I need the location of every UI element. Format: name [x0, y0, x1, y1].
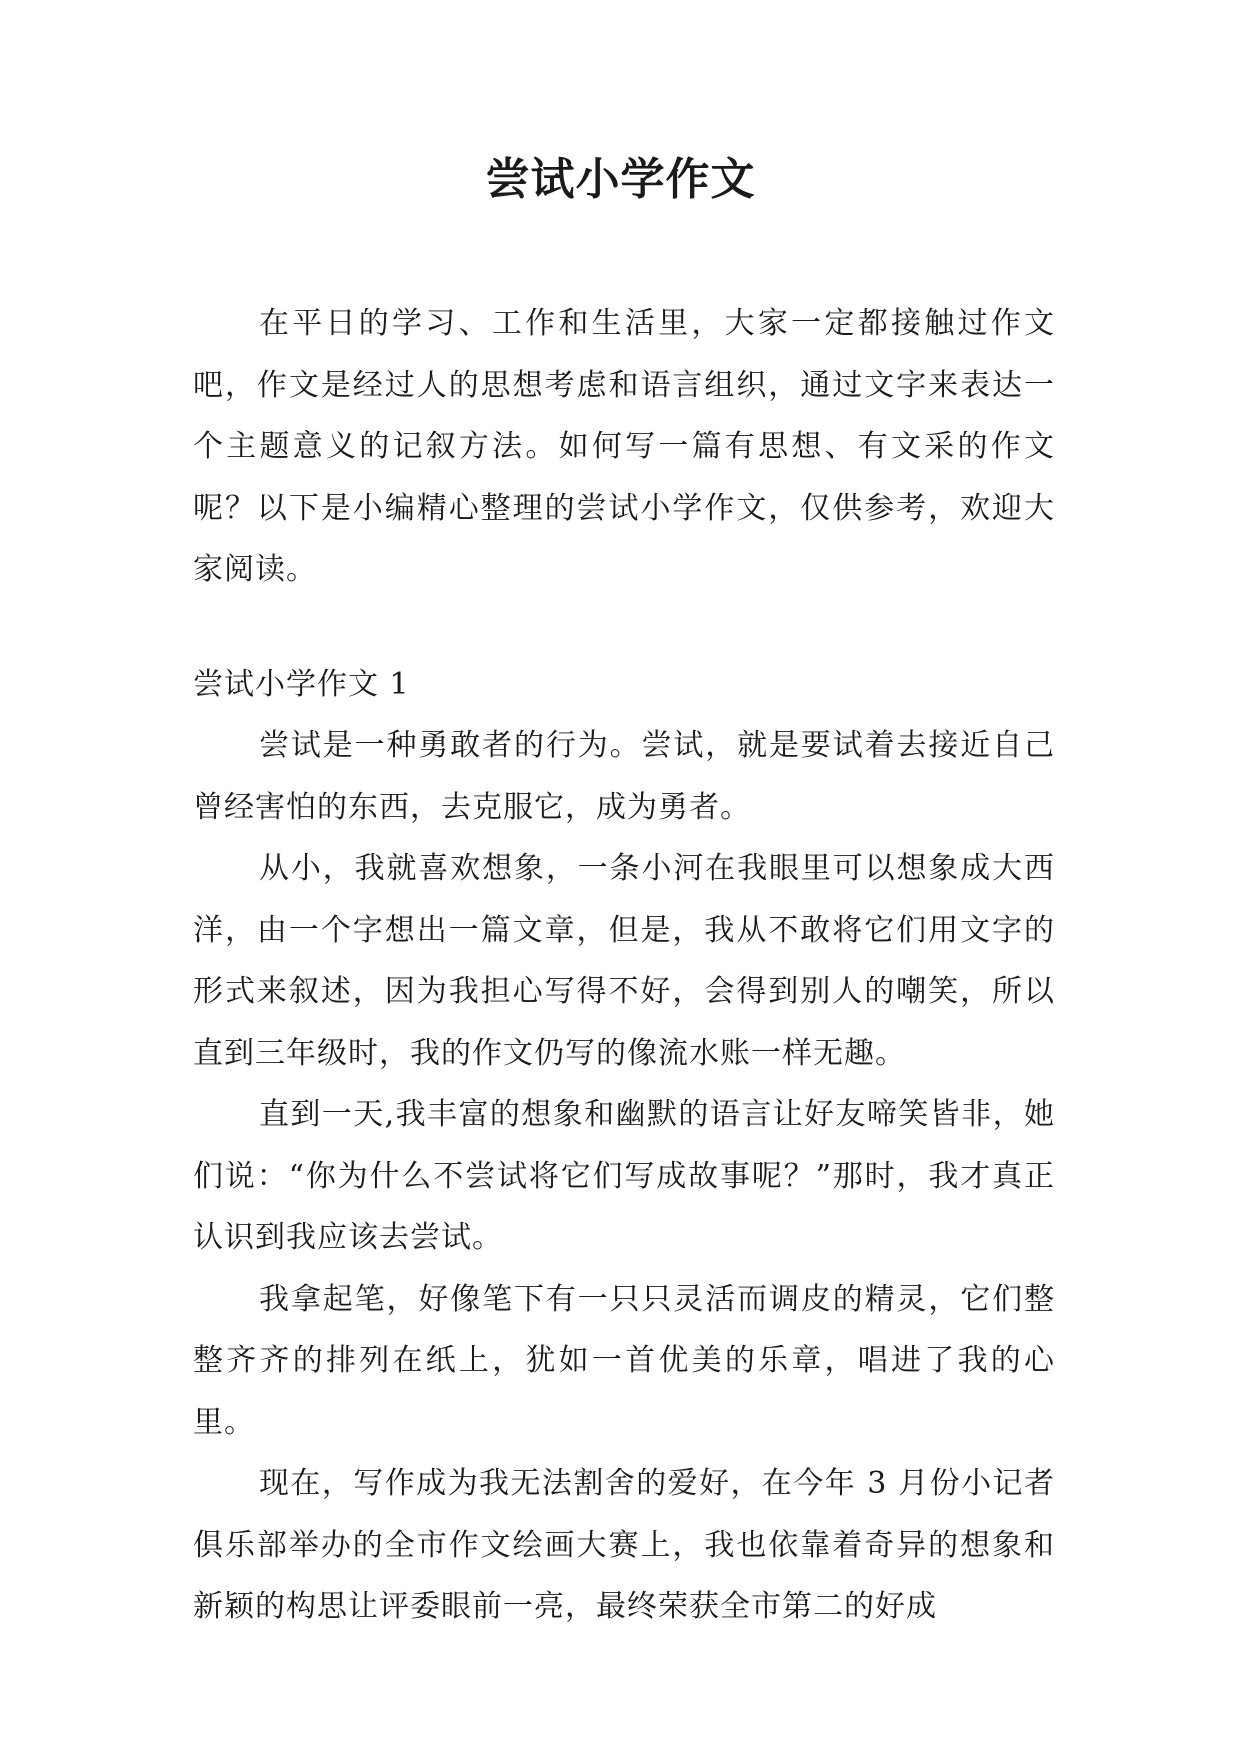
body-paragraph-4: 我拿起笔，好像笔下有一只只灵活而调皮的精灵，它们整整齐齐的排列在纸上，犹如一首优美的乐章，唱进了我的心里。	[193, 1281, 1055, 1440]
body-paragraph-1: 尝试是一种勇敢者的行为。尝试，就是要试着去接近自己曾经害怕的东西，去克服它，成为勇者。	[193, 728, 1055, 825]
section-heading: 尝试小学作文 1	[193, 666, 410, 702]
intro-paragraph: 在平日的学习、工作和生活里，大家一定都接触过作文吧，作文是经过人的思想考虑和语言组织，通过文字来表达一个主题意义的记叙方法。如何写一篇有思想、有文采的作文呢？以下是小编精心整理的尝试小学作文，仅供参考，欢迎大家阅读。	[193, 306, 1055, 587]
document-body	[193, 293, 1055, 1638]
body-paragraph-2: 从小，我就喜欢想象，一条小河在我眼里可以想象成大西洋，由一个字想出一篇文章，但是，我从不敢将它们用文字的形式来叙述，因为我担心写得不好，会得到别人的嘲笑，所以直到三年级时，我的作文仍写的像流水账一样无趣。	[193, 851, 1055, 1071]
body-paragraph-3: 直到一天,我丰富的想象和幽默的语言让好友啼笑皆非，她们说：“你为什么不尝试将它们写成故事呢？”那时，我才真正认识到我应该去尝试。	[193, 1097, 1055, 1255]
body-paragraph-5: 现在，写作成为我无法割舍的爱好，在今年 3 月份小记者俱乐部举办的全市作文绘画大赛上，我也依靠着奇异的想象和新颖的构思让评委眼前一亮，最终荣获全市第二的好成	[193, 1466, 1055, 1624]
page-title: 尝试小学作文	[485, 154, 756, 205]
